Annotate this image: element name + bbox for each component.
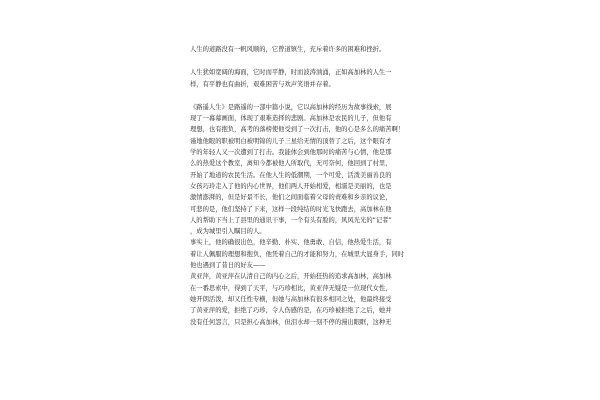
paragraph-fact	[190, 237, 410, 271]
text-line: 没有任何怨言，只是担心高加林，但泪水却一刻不停的漫出眼眶，这种无	[190, 318, 392, 326]
text-line: 人生的道路没有一帆风顺的，它曾道镇生，充斥着许多的困难和挫折。	[190, 46, 386, 53]
text-line: 黄亚萍，黄亚萍在认清自己的内心之后，开始狂热的追求高加林，高加林	[190, 273, 392, 281]
text-line: 开始了地道的农民生活。在他人生的低潮期，一个可爱、活泼美丽善良的	[190, 171, 392, 179]
text-line: 她开朗活泼，却又任性专横，但她与高加林有很多相同之处，他最终接受	[190, 295, 392, 303]
text-line: 谨地他眼的职被明白被明锦的儿子三星给无情的顶替了之后，这个眼有才	[190, 137, 392, 145]
text-line: 着让人佩服的理想和抱负，他凭着自己的才能和努力，在城里大显身手，同时	[190, 250, 405, 258]
paragraph-novel-summary	[190, 102, 410, 238]
text-line: ，成为城里引人瞩目的人。	[190, 228, 266, 236]
text-line: 他也遇到了昔日的好友——	[190, 262, 266, 270]
text-line: 样，有平静也有曲折，艰难困苦与欢声笑语并存着。	[190, 80, 335, 88]
text-line: 可悲的是，他们坚持了下来，这样一段纯结的时光飞快跑去，高加林在他	[190, 205, 392, 213]
text-line: 人的帮助下当上了县里的通讯干事，一个有头有脸的，风风光光的“记者”	[190, 216, 392, 224]
essay-body	[190, 44, 410, 328]
text-line: 现了一幕幕画面，体现了艰难造择的悲剧。高加林是农民的儿子，但他有	[190, 115, 392, 123]
text-line: 理想，也有抱负，高考的落榜使他受到了一次打击，他的心是多么的痛苦啊！	[190, 126, 405, 134]
text-line: 女孩巧玲走入了他的内心世界，他们两人开始相爱，相濡是美丽的，也是	[190, 182, 392, 190]
text-line: 《路遥人生》是路遥的一部中篇小说，它以高加林的经历为故事线索，展	[190, 103, 392, 111]
paragraph-sea-metaphor	[190, 67, 410, 90]
text-line: 激情澎湃的，但是好景不长，他们之间面临着父母的责难和乡亲的议论，	[190, 194, 392, 202]
text-line: 在一番思索中，得到了天平，与巧珍相比，黄亚萍无疑是一位现代女性，	[190, 284, 392, 292]
text-line: 么的热爱这个教室，离知今都被他人所取代，无可奈何，他回到了村里，	[190, 160, 392, 168]
text-line: 学的年轻人又一次遭到了打击。我能体会到他那时的痛苦与心情，他是那	[190, 149, 392, 157]
paragraph-intro	[190, 44, 410, 55]
text-line: 了黄亚萍的爱，拒绝了巧珍，令人伤感的是，在巧珍被拒绝了之后，她并	[190, 307, 392, 315]
text-line: 人生犹如宽阔的海面，它时而平静，时而波涛汹涌，正如高加林的人生一	[190, 69, 392, 77]
text-line: 事实上，他的确很出色，他辛勤、朴实、他勇敢、自信，他热爱生活，有	[190, 239, 392, 247]
paragraph-huang-yaping	[190, 271, 410, 327]
